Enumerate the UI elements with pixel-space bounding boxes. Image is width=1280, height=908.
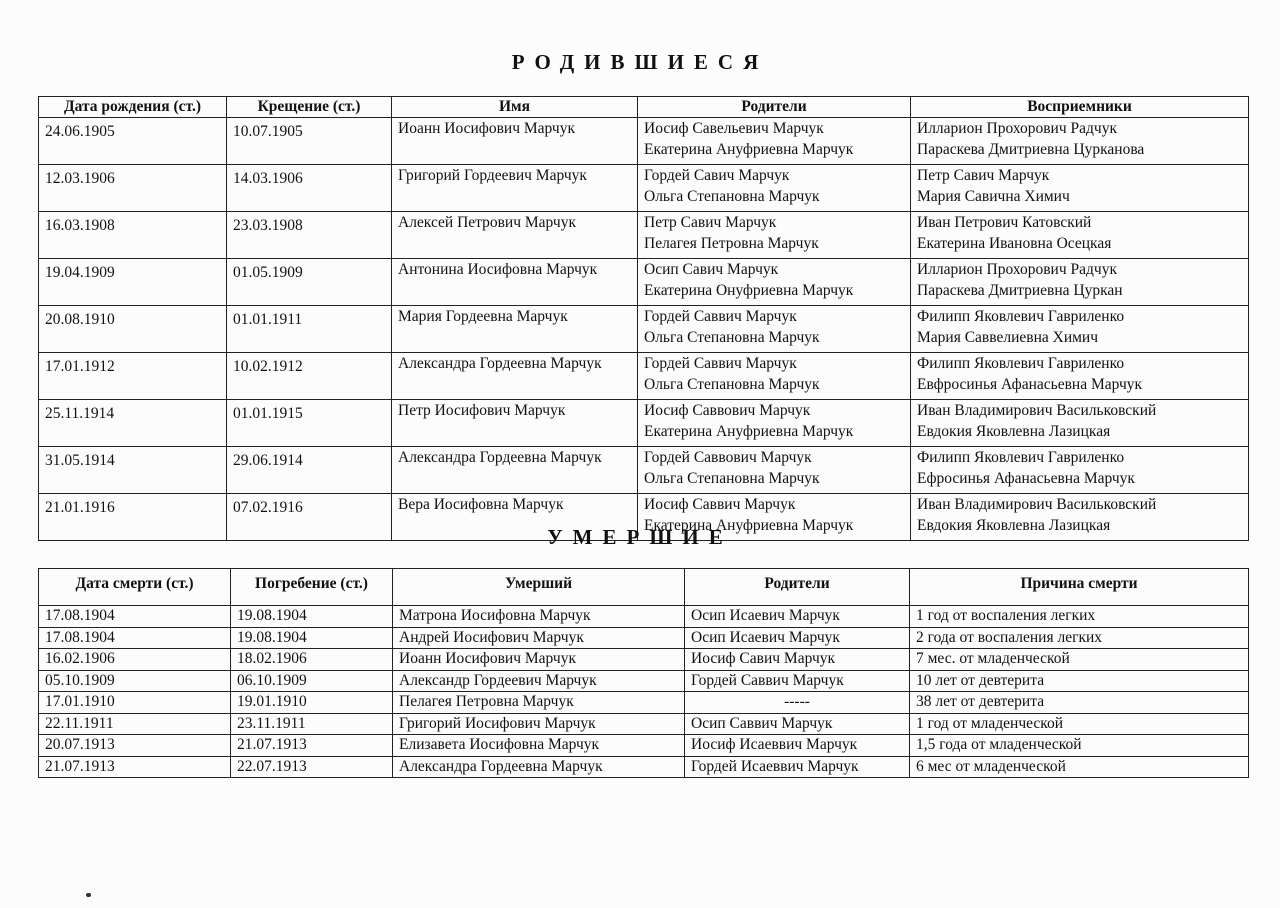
cause-of-death: 38 лет от девтерита xyxy=(910,692,1249,714)
parent-name: Гордей Исаеввич Марчук xyxy=(685,756,910,778)
death-date: 05.10.1909 xyxy=(39,670,231,692)
birth-row xyxy=(39,447,1249,494)
cause-of-death: 10 лет от девтерита xyxy=(910,670,1249,692)
burial-date: 19.08.1904 xyxy=(231,606,393,628)
mother-name: Ольга Степановна Марчук xyxy=(644,376,820,393)
death-row xyxy=(39,756,1249,778)
parents-cell xyxy=(638,118,911,165)
father-name: Иосиф Саввич Марчук xyxy=(644,496,796,513)
parents-cell xyxy=(638,447,911,494)
child-name: Алексей Петрович Марчук xyxy=(392,212,638,259)
baptism-date: 07.02.1916 xyxy=(227,494,392,541)
baptism-date: 01.05.1909 xyxy=(227,259,392,306)
parents-cell xyxy=(638,212,911,259)
mother-name: Екатерина Ануфриевна Марчук xyxy=(644,423,854,440)
child-name: Антонина Иосифовна Марчук xyxy=(392,259,638,306)
godmother-name: Екатерина Ивановна Осецкая xyxy=(917,235,1112,252)
death-row xyxy=(39,670,1249,692)
births-heading: РОДИВШИЕСЯ xyxy=(511,50,769,74)
godfather-name: Филипп Яковлевич Гавриленко xyxy=(917,308,1125,325)
parents-cell xyxy=(638,353,911,400)
death-date: 20.07.1913 xyxy=(39,735,231,757)
header-baptism: Крещение (ст.) xyxy=(227,97,392,118)
scan-speck xyxy=(86,893,91,897)
burial-date: 06.10.1909 xyxy=(231,670,393,692)
deceased-name: Александра Гордеевна Марчук xyxy=(393,756,685,778)
parent-name: Иосиф Савич Марчук xyxy=(685,649,910,671)
father-name: Осип Савич Марчук xyxy=(644,261,779,278)
father-name: Гордей Саввич Марчук xyxy=(644,308,797,325)
cause-of-death: 2 года от воспаления легких xyxy=(910,627,1249,649)
parents-cell xyxy=(638,400,911,447)
mother-name: Ольга Степановна Марчук xyxy=(644,470,820,487)
parent-name: ----- xyxy=(685,692,910,714)
deceased-name: Андрей Иосифович Марчук xyxy=(393,627,685,649)
birth-date: 31.05.1914 xyxy=(39,447,227,494)
deaths-heading: УМЕРШИЕ xyxy=(547,525,733,549)
birth-date: 24.06.1905 xyxy=(39,118,227,165)
baptism-date: 10.02.1912 xyxy=(227,353,392,400)
header-parents: Родители xyxy=(685,569,910,606)
birth-row xyxy=(39,400,1249,447)
father-name: Гордей Саввович Марчук xyxy=(644,449,812,466)
godfather-name: Иван Владимирович Васильковский xyxy=(917,402,1157,419)
godparents-cell xyxy=(911,306,1249,353)
parent-name: Гордей Саввич Марчук xyxy=(685,670,910,692)
death-row xyxy=(39,692,1249,714)
mother-name: Екатерина Ануфриевна Марчук xyxy=(644,141,854,158)
parent-name: Иосиф Исаеввич Марчук xyxy=(685,735,910,757)
birth-date: 21.01.1916 xyxy=(39,494,227,541)
godparents-cell xyxy=(911,353,1249,400)
header-cause: Причина смерти xyxy=(910,569,1249,606)
godfather-name: Филипп Яковлевич Гавриленко xyxy=(917,355,1125,372)
parent-name: Осип Исаевич Марчук xyxy=(685,627,910,649)
father-name: Гордей Саввич Марчук xyxy=(644,355,797,372)
child-name: Александра Гордеевна Марчук xyxy=(392,353,638,400)
deaths-table xyxy=(38,568,1249,778)
birth-date: 25.11.1914 xyxy=(39,400,227,447)
godfather-name: Иван Владимирович Васильковский xyxy=(917,496,1157,513)
deceased-name: Григорий Иосифович Марчук xyxy=(393,713,685,735)
death-row xyxy=(39,735,1249,757)
death-row xyxy=(39,713,1249,735)
births-table xyxy=(38,96,1249,541)
godmother-name: Евдокия Яковлевна Лазицкая xyxy=(917,423,1111,440)
birth-row xyxy=(39,212,1249,259)
baptism-date: 29.06.1914 xyxy=(227,447,392,494)
godmother-name: Параскева Дмитриевна Цурканова xyxy=(917,141,1145,158)
deaths-header-row xyxy=(39,569,1249,606)
burial-date: 19.01.1910 xyxy=(231,692,393,714)
godparents-cell xyxy=(911,259,1249,306)
godmother-name: Мария Савична Химич xyxy=(917,188,1070,205)
child-name: Петр Иосифович Марчук xyxy=(392,400,638,447)
deceased-name: Александр Гордеевич Марчук xyxy=(393,670,685,692)
child-name: Григорий Гордеевич Марчук xyxy=(392,165,638,212)
death-row xyxy=(39,627,1249,649)
godparents-cell xyxy=(911,118,1249,165)
death-date: 17.01.1910 xyxy=(39,692,231,714)
header-parents: Родители xyxy=(638,97,911,118)
header-deceased: Умерший xyxy=(393,569,685,606)
godfather-name: Петр Савич Марчук xyxy=(917,167,1050,184)
baptism-date: 23.03.1908 xyxy=(227,212,392,259)
birth-date: 20.08.1910 xyxy=(39,306,227,353)
death-date: 17.08.1904 xyxy=(39,606,231,628)
cause-of-death: 7 мес. от младенческой xyxy=(910,649,1249,671)
baptism-date: 14.03.1906 xyxy=(227,165,392,212)
godparents-cell xyxy=(911,212,1249,259)
header-name: Имя xyxy=(392,97,638,118)
birth-date: 19.04.1909 xyxy=(39,259,227,306)
header-birth-date: Дата рождения (ст.) xyxy=(39,97,227,118)
birth-row xyxy=(39,259,1249,306)
godfather-name: Филипп Яковлевич Гавриленко xyxy=(917,449,1125,466)
godmother-name: Ефросинья Афанасьевна Марчук xyxy=(917,470,1135,487)
burial-date: 22.07.1913 xyxy=(231,756,393,778)
baptism-date: 01.01.1911 xyxy=(227,306,392,353)
godparents-cell xyxy=(911,165,1249,212)
baptism-date: 10.07.1905 xyxy=(227,118,392,165)
cause-of-death: 1,5 года от младенческой xyxy=(910,735,1249,757)
father-name: Гордей Савич Марчук xyxy=(644,167,790,184)
mother-name: Ольга Степановна Марчук xyxy=(644,188,820,205)
birth-row xyxy=(39,165,1249,212)
death-date: 16.02.1906 xyxy=(39,649,231,671)
burial-date: 23.11.1911 xyxy=(231,713,393,735)
godmother-name: Параскева Дмитриевна Цуркан xyxy=(917,282,1123,299)
mother-name: Пелагея Петровна Марчук xyxy=(644,235,819,252)
deceased-name: Иоанн Иосифович Марчук xyxy=(393,649,685,671)
birth-date: 17.01.1912 xyxy=(39,353,227,400)
parents-cell xyxy=(638,306,911,353)
baptism-date: 01.01.1915 xyxy=(227,400,392,447)
godfather-name: Илларион Прохорович Радчук xyxy=(917,261,1117,278)
birth-row xyxy=(39,353,1249,400)
child-name: Иоанн Иосифович Марчук xyxy=(392,118,638,165)
birth-row xyxy=(39,306,1249,353)
godmother-name: Мария Саввелиевна Химич xyxy=(917,329,1099,346)
father-name: Петр Савич Марчук xyxy=(644,214,777,231)
cause-of-death: 1 год от младенческой xyxy=(910,713,1249,735)
death-date: 17.08.1904 xyxy=(39,627,231,649)
births-header-row xyxy=(39,97,1249,118)
burial-date: 18.02.1906 xyxy=(231,649,393,671)
cause-of-death: 1 год от воспаления легких xyxy=(910,606,1249,628)
header-burial: Погребение (ст.) xyxy=(231,569,393,606)
child-name: Мария Гордеевна Марчук xyxy=(392,306,638,353)
parent-name: Осип Исаевич Марчук xyxy=(685,606,910,628)
death-row xyxy=(39,649,1249,671)
child-name: Александра Гордеевна Марчук xyxy=(392,447,638,494)
child-name: Вера Иосифовна Марчук xyxy=(392,494,638,541)
cause-of-death: 6 мес от младенческой xyxy=(910,756,1249,778)
parents-cell xyxy=(638,259,911,306)
birth-row xyxy=(39,118,1249,165)
death-date: 21.07.1913 xyxy=(39,756,231,778)
godfather-name: Иван Петрович Катовский xyxy=(917,214,1092,231)
godmother-name: Евфросинья Афанасьевна Марчук xyxy=(917,376,1143,393)
burial-date: 19.08.1904 xyxy=(231,627,393,649)
death-row xyxy=(39,606,1249,628)
birth-date: 16.03.1908 xyxy=(39,212,227,259)
godparents-cell xyxy=(911,447,1249,494)
godmother-name: Евдокия Яковлевна Лазицкая xyxy=(917,517,1111,534)
birth-date: 12.03.1906 xyxy=(39,165,227,212)
header-death-date: Дата смерти (ст.) xyxy=(39,569,231,606)
father-name: Иосиф Саввович Марчук xyxy=(644,402,811,419)
parent-name: Осип Саввич Марчук xyxy=(685,713,910,735)
deceased-name: Матрона Иосифовна Марчук xyxy=(393,606,685,628)
father-name: Иосиф Савельевич Марчук xyxy=(644,120,824,137)
mother-name: Екатерина Ануфриевна Марчук xyxy=(644,517,854,534)
deceased-name: Елизавета Иосифовна Марчук xyxy=(393,735,685,757)
burial-date: 21.07.1913 xyxy=(231,735,393,757)
godfather-name: Илларион Прохорович Радчук xyxy=(917,120,1117,137)
parents-cell xyxy=(638,165,911,212)
death-date: 22.11.1911 xyxy=(39,713,231,735)
deceased-name: Пелагея Петровна Марчук xyxy=(393,692,685,714)
mother-name: Екатерина Онуфриевна Марчук xyxy=(644,282,854,299)
mother-name: Ольга Степановна Марчук xyxy=(644,329,820,346)
header-godparents: Восприемники xyxy=(911,97,1249,118)
godparents-cell xyxy=(911,400,1249,447)
